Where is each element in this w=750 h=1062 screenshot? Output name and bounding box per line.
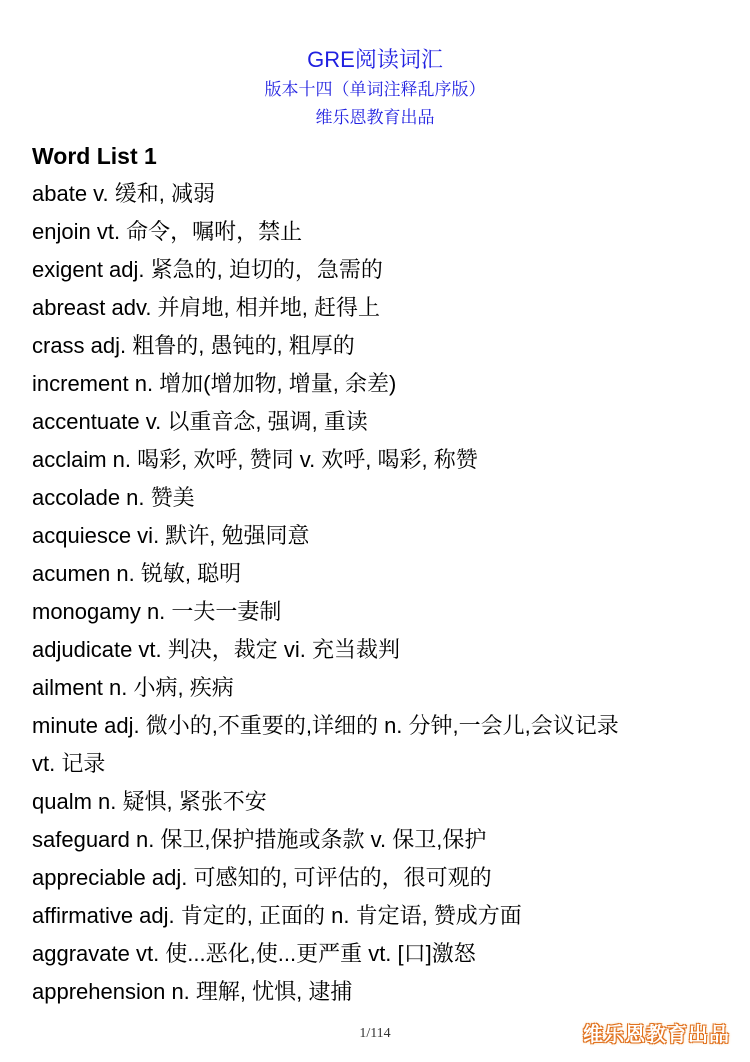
vocabulary-entry: increment n. 增加(增加物, 增量, 余差)	[32, 371, 397, 396]
vocabulary-entry: affirmative adj. 肯定的, 正面的 n. 肯定语, 赞成方面	[32, 903, 522, 928]
document-title: GRE阅读词汇	[307, 47, 443, 72]
vocabulary-entry: adjudicate vt. 判决，裁定 vi. 充当裁判	[32, 637, 400, 662]
page-number: 1/114	[359, 1026, 391, 1041]
document-publisher: 维乐恩教育出品	[315, 108, 435, 127]
vocabulary-entry: apprehension n. 理解, 忧惧, 逮捕	[32, 979, 353, 1004]
vocabulary-entry: abate v. 缓和, 减弱	[32, 181, 215, 206]
vocabulary-entry: enjoin vt. 命令，嘱咐，禁止	[32, 219, 303, 244]
vocabulary-entry: qualm n. 疑惧, 紧张不安	[32, 789, 267, 814]
document-subtitle: 版本十四（单词注释乱序版）	[264, 80, 486, 99]
vocabulary-entry: safeguard n. 保卫,保护措施或条款 v. 保卫,保护	[32, 827, 487, 852]
vocabulary-entry: minute adj. 微小的,不重要的,详细的 n. 分钟,一会儿,会议记录	[32, 713, 619, 738]
vocabulary-entry: accolade n. 赞美	[32, 485, 195, 510]
vocabulary-entry-continuation: vt. 记录	[32, 751, 106, 776]
vocabulary-entry: exigent adj. 紧急的, 迫切的，急需的	[32, 257, 383, 282]
vocabulary-entry: ailment n. 小病, 疾病	[32, 675, 234, 700]
document-header	[0, 44, 750, 132]
vocabulary-entry: abreast adv. 并肩地, 相并地, 赶得上	[32, 295, 381, 320]
vocabulary-entry: accentuate v. 以重音念, 强调, 重读	[32, 409, 368, 434]
vocabulary-entry: acclaim n. 喝彩, 欢呼, 赞同 v. 欢呼, 喝彩, 称赞	[32, 447, 478, 472]
vocabulary-entry: monogamy n. 一夫一妻制	[32, 599, 282, 624]
vocabulary-list	[32, 175, 722, 1011]
word-list-heading: Word List 1	[32, 143, 157, 169]
vocabulary-entry: appreciable adj. 可感知的, 可评估的，很可观的	[32, 865, 492, 890]
vocabulary-entry: acumen n. 锐敏, 聪明	[32, 561, 242, 586]
watermark-logo: 维乐恩教育出品	[583, 1024, 730, 1046]
vocabulary-entry: aggravate vt. 使...恶化,使...更严重 vt. [口]激怒	[32, 941, 476, 966]
vocabulary-entry: crass adj. 粗鲁的, 愚钝的, 粗厚的	[32, 333, 355, 358]
vocabulary-entry: acquiesce vi. 默许, 勉强同意	[32, 523, 310, 548]
